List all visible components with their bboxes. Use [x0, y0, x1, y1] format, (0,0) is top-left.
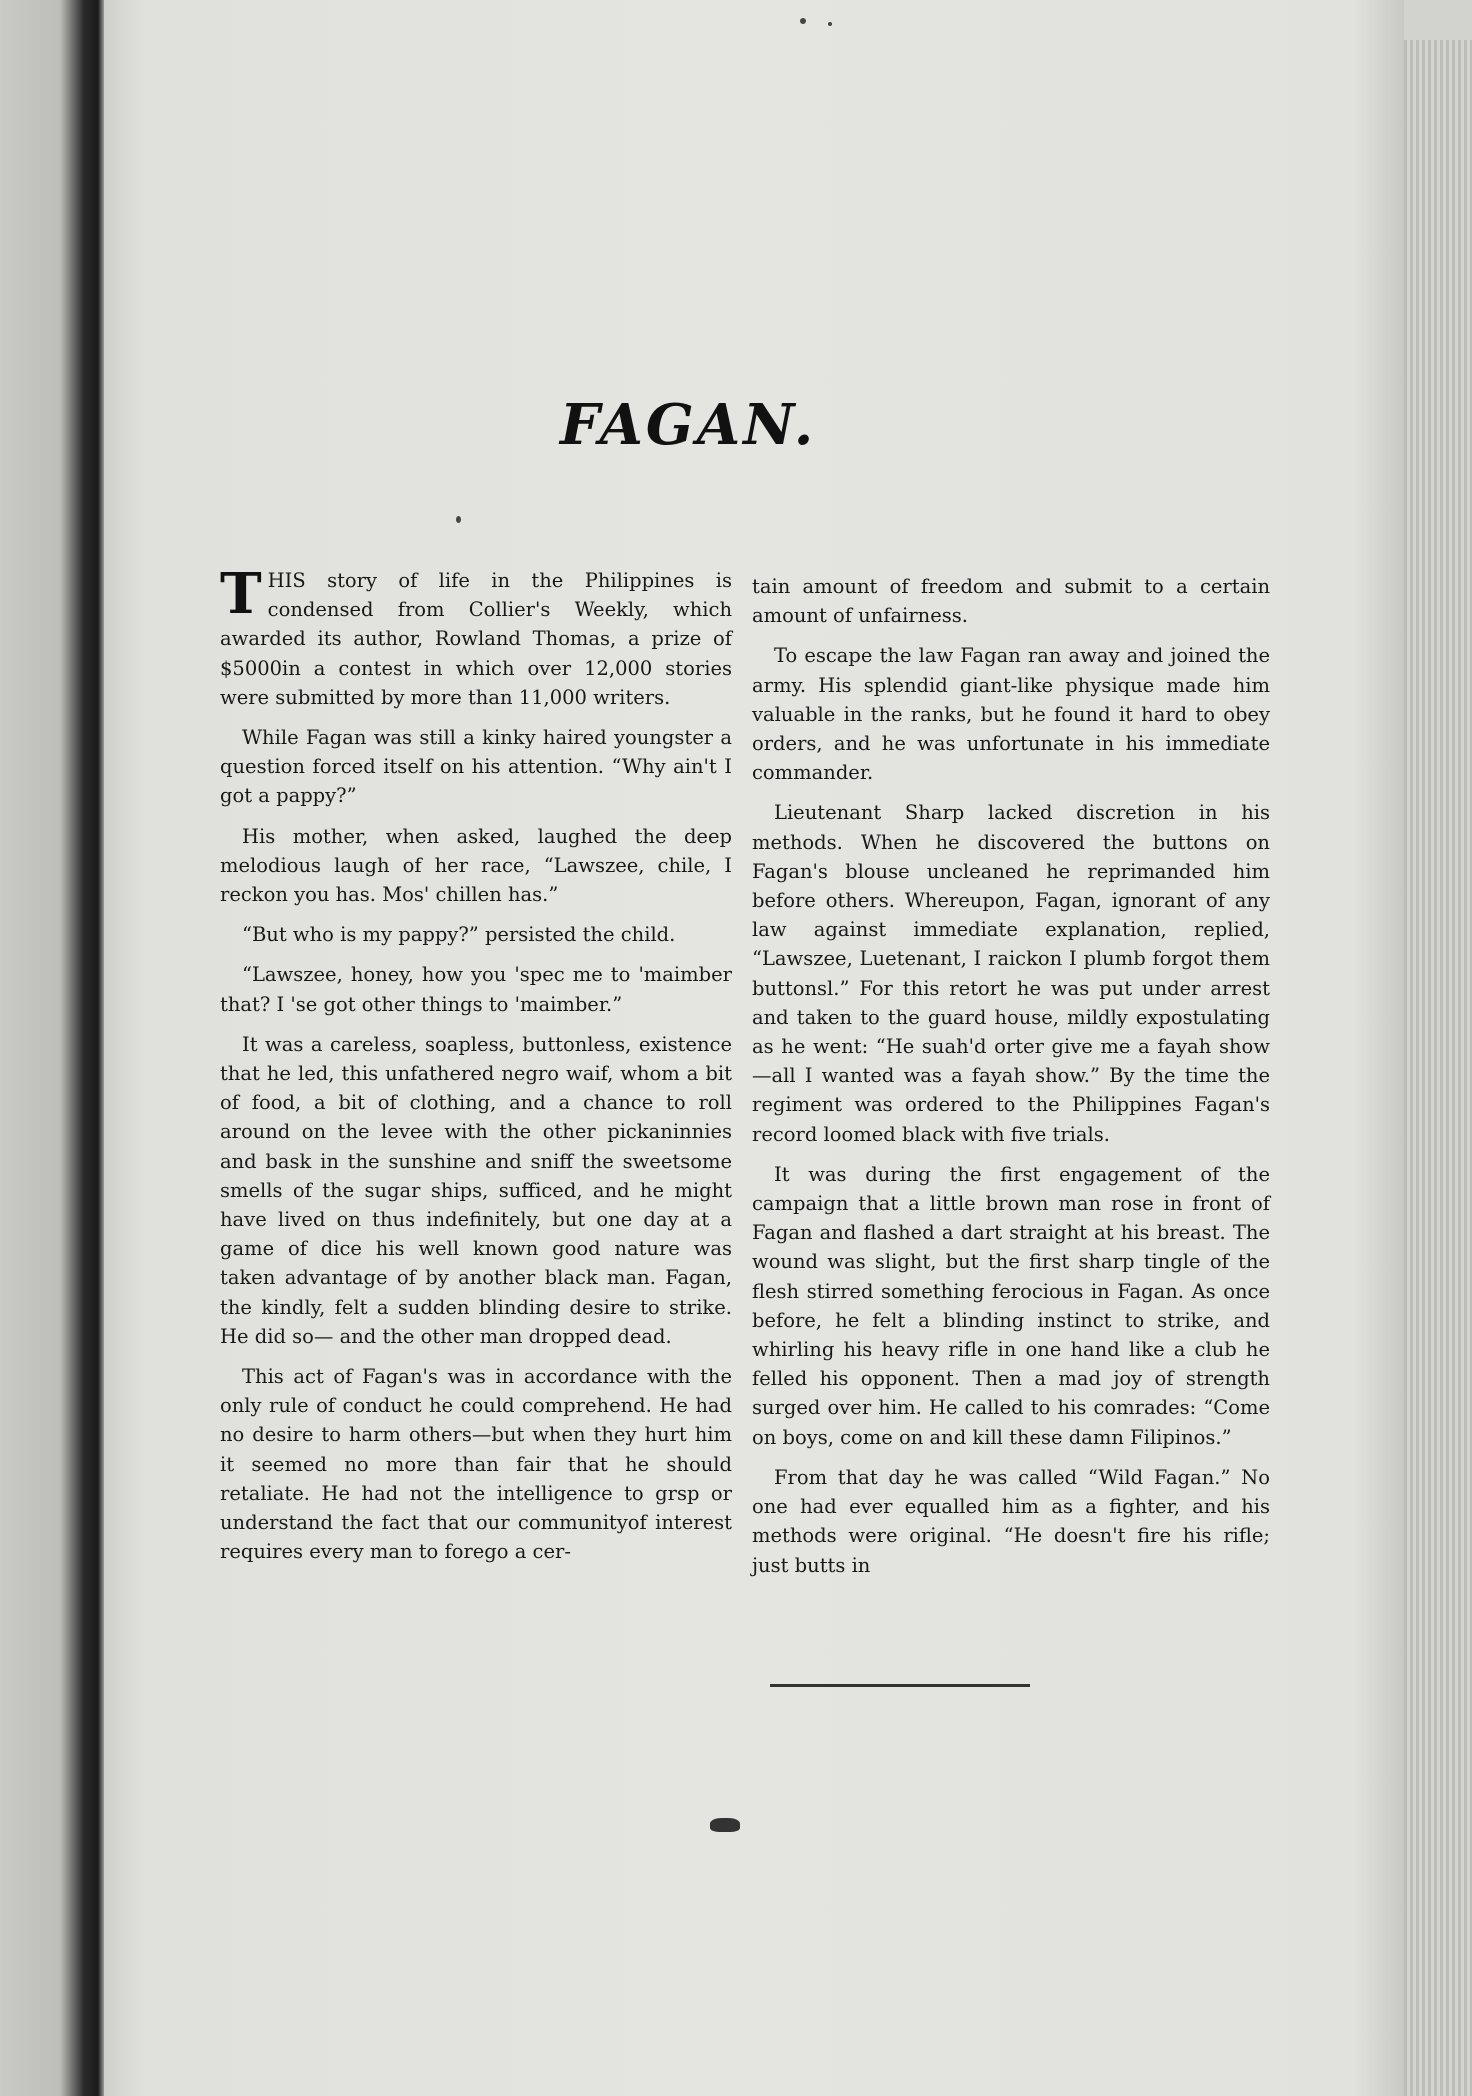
paragraph: This act of Fagan's was in accordance with the only rule of conduct he could comprehend. He had no desire to harm others—but when they hurt him it seemed no more than fair that he should retaliate. He had not the intelligence to grsp or understand the fact that our communityof interest requires every man to forego a cer-: [220, 1365, 732, 1564]
ink-speck: [828, 22, 832, 26]
paragraph: To escape the law Fagan ran away and joined the army. His splendid giant-like physique made him valuable in the ranks, but he found it hard to obey orders, and he was unfortunate in his immediate commander.: [752, 644, 1270, 785]
paragraph: It was during the first engagement of the campaign that a little brown man rose in front of Fagan and flashed a dart straight at his breast. The wound was slight, but the first sharp tingle of the flesh stirred something ferocious in Fagan. As once before, he felt a blinding instinct to strike, and whirling his heavy rifle in one hand like a club he felled his opponent. Then a mad joy of strength surged over him. He called to his comrades: “Come on boys, come on and kill these damn Filipinos.”: [752, 1162, 1270, 1449]
paragraph: While Fagan was still a kinky haired youngster a question forced itself on his attention. “Why ain't I got a pappy?”: [220, 726, 732, 808]
paragraph: “But who is my pappy?” persisted the child.: [242, 923, 676, 947]
left-column: [220, 561, 732, 1578]
drop-cap: T: [220, 561, 262, 627]
right-column: [752, 572, 1270, 1591]
page-ornament: [710, 1818, 740, 1832]
paragraph: “Lawszee, honey, how you 'spec me to 'maimber that? I 'se got other things to 'maimber.”: [220, 963, 732, 1016]
paragraph: From that day he was called “Wild Fagan.” No one had ever equalled him as a fighter, and his methods were original. “He doesn't fire his rifle; just butts in: [752, 1465, 1270, 1577]
page-edges: [1404, 40, 1472, 2096]
paragraph-text: HIS story of life in the Philippines is condensed from Collier's Weekly, which awarded its author, Rowland Thomas, a prize of $5000in a contest in which over 12,000 stories were submitted by more than 11,000 writers.: [220, 569, 732, 709]
paragraph: tain amount of freedom and submit to a certain amount of unfairness.: [752, 575, 1270, 628]
ink-speck: [800, 18, 806, 24]
ink-speck: [456, 516, 461, 523]
section-rule: [770, 1684, 1030, 1687]
paragraph: [220, 561, 732, 712]
paragraph: His mother, when asked, laughed the deep melodious laugh of her race, “Lawszee, chile, I reckon you has. Mos' chillen has.”: [220, 824, 732, 907]
paragraph: Lieutenant Sharp lacked discretion in his methods. When he discovered the buttons on Fagan's blouse uncleaned he reprimanded him before others. Whereupon, Fagan, ignorant of any law against immediate explanation, replied, “Lawszee, Luetenant, I raickon I plumb forgot them buttonsl.” For this retort he was put under arrest and taken to the guard house, mildly expostulating as he went: “He suah'd orter give me a fayah show—all I wanted was a fayah show.” By the time the regiment was ordered to the Philippines Fagan's record loomed black with five trials.: [752, 801, 1270, 1146]
paragraph: It was a careless, soapless, buttonless, existence that he led, this unfathered negro waif, whom a bit of food, a bit of clothing, and a chance to roll around on the levee with the other pickaninnies and bask in the sunshine and sniff the sweetsome smells of the sugar ships, sufficed, and he might have lived on thus indefinitely, but one day at a game of dice his well known good nature was taken advantage of by another black man. Fagan, the kindly, felt a sudden blinding desire to strike. He did so— and the other man dropped dead.: [220, 1032, 732, 1348]
article-title: FAGAN.: [560, 392, 817, 458]
book-binding: [0, 0, 104, 2096]
